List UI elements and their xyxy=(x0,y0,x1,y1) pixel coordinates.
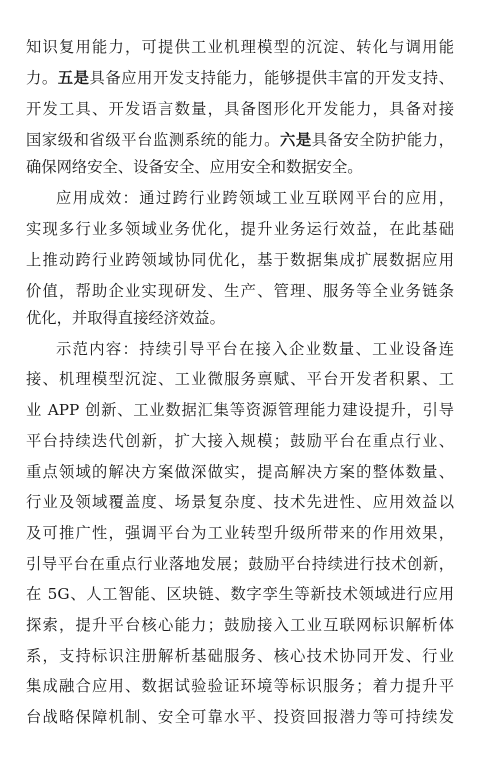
text-span: 引导平台在重点行业落地发展；鼓励平台持续进行技术创新， xyxy=(26,555,454,573)
text-line xyxy=(26,367,454,391)
text-span: 集成融合应用、数据试验验证环境等标识服务；着力提升平 xyxy=(26,677,454,695)
text-span: 重点领域的解决方案做深做实，提高解决方案的整体数量、 xyxy=(26,463,454,481)
text-span: 确保网络安全、设备安全、应用安全和数据安全。 xyxy=(26,158,363,176)
text-span: 知识复用能力，可提供工业机理模型的沉淀、转化与调用能 xyxy=(26,38,454,56)
text-line xyxy=(26,490,454,514)
text-span: 上推动跨行业跨领域协同优化，基于数据集成扩展数据应用 xyxy=(26,251,454,269)
text-line xyxy=(26,552,454,576)
text-line xyxy=(26,248,454,272)
text-line xyxy=(26,460,454,484)
text-line xyxy=(26,97,454,121)
text-line xyxy=(26,306,225,330)
text-span: 及可推广性，强调平台为工业转型升级所带来的作用效果， xyxy=(26,524,454,542)
text-line xyxy=(26,705,454,729)
text-line xyxy=(26,398,454,422)
text-line xyxy=(26,582,454,606)
text-span: 业 APP 创新、工业数据汇集等资源管理能力建设提升，引导 xyxy=(26,401,454,419)
text-line xyxy=(26,429,454,453)
text-line xyxy=(26,155,363,179)
text-span: 示范内容：持续引导平台在接入企业数量、工业设备连 xyxy=(56,340,454,358)
text-line xyxy=(26,644,454,668)
text-line xyxy=(26,35,454,59)
text-line xyxy=(26,613,454,637)
text-span: 行业及领域覆盖度、场景复杂度、技术先进性、应用效益以 xyxy=(26,493,454,511)
text-span: 应用成效：通过跨行业跨领域工业互联网平台的应用， xyxy=(56,189,454,207)
text-line xyxy=(56,186,454,210)
text-span: 力。 xyxy=(26,69,58,87)
text-span: 国家级和省级平台监测系统的能力。 xyxy=(26,131,280,149)
text-span: 探索，提升平台核心能力；鼓励接入工业互联网标识解析体 xyxy=(26,616,454,634)
text-span: 接、机理模型沉淀、工业微服务禀赋、平台开发者积累、工 xyxy=(26,370,454,388)
text-span: 开发工具、开发语言数量，具备图形化开发能力，具备对接 xyxy=(26,100,454,118)
text-span: 价值，帮助企业实现研发、生产、管理、服务等全业务链条 xyxy=(26,282,454,300)
text-line xyxy=(26,674,454,698)
text-line xyxy=(26,521,454,545)
text-span: 具备安全防护能力， xyxy=(311,131,454,149)
text-line xyxy=(56,337,454,361)
text-span: 具备应用开发支持能力，能够提供丰富的开发支持、 xyxy=(89,69,454,87)
text-span: 台战略保障机制、安全可靠水平、投资回报潜力等可持续发 xyxy=(26,708,454,726)
text-line xyxy=(26,279,454,303)
text-line xyxy=(26,128,454,152)
text-span: 实现多行业多领域业务优化，提升业务运行效益，在此基础 xyxy=(26,220,454,238)
bold-heading-span: 六是 xyxy=(279,131,312,149)
text-span: 优化，并取得直接经济效益。 xyxy=(26,309,225,327)
text-span: 平台持续迭代创新，扩大接入规模；鼓励平台在重点行业、 xyxy=(26,432,454,450)
text-line xyxy=(26,217,454,241)
bold-heading-span: 五是 xyxy=(57,69,90,87)
text-span: 系，支持标识注册解析基础服务、核心技术协同开发、行业 xyxy=(26,647,454,665)
text-line xyxy=(26,66,454,90)
text-span: 在 5G、人工智能、区块链、数字孪生等新技术领域进行应用 xyxy=(26,585,454,603)
